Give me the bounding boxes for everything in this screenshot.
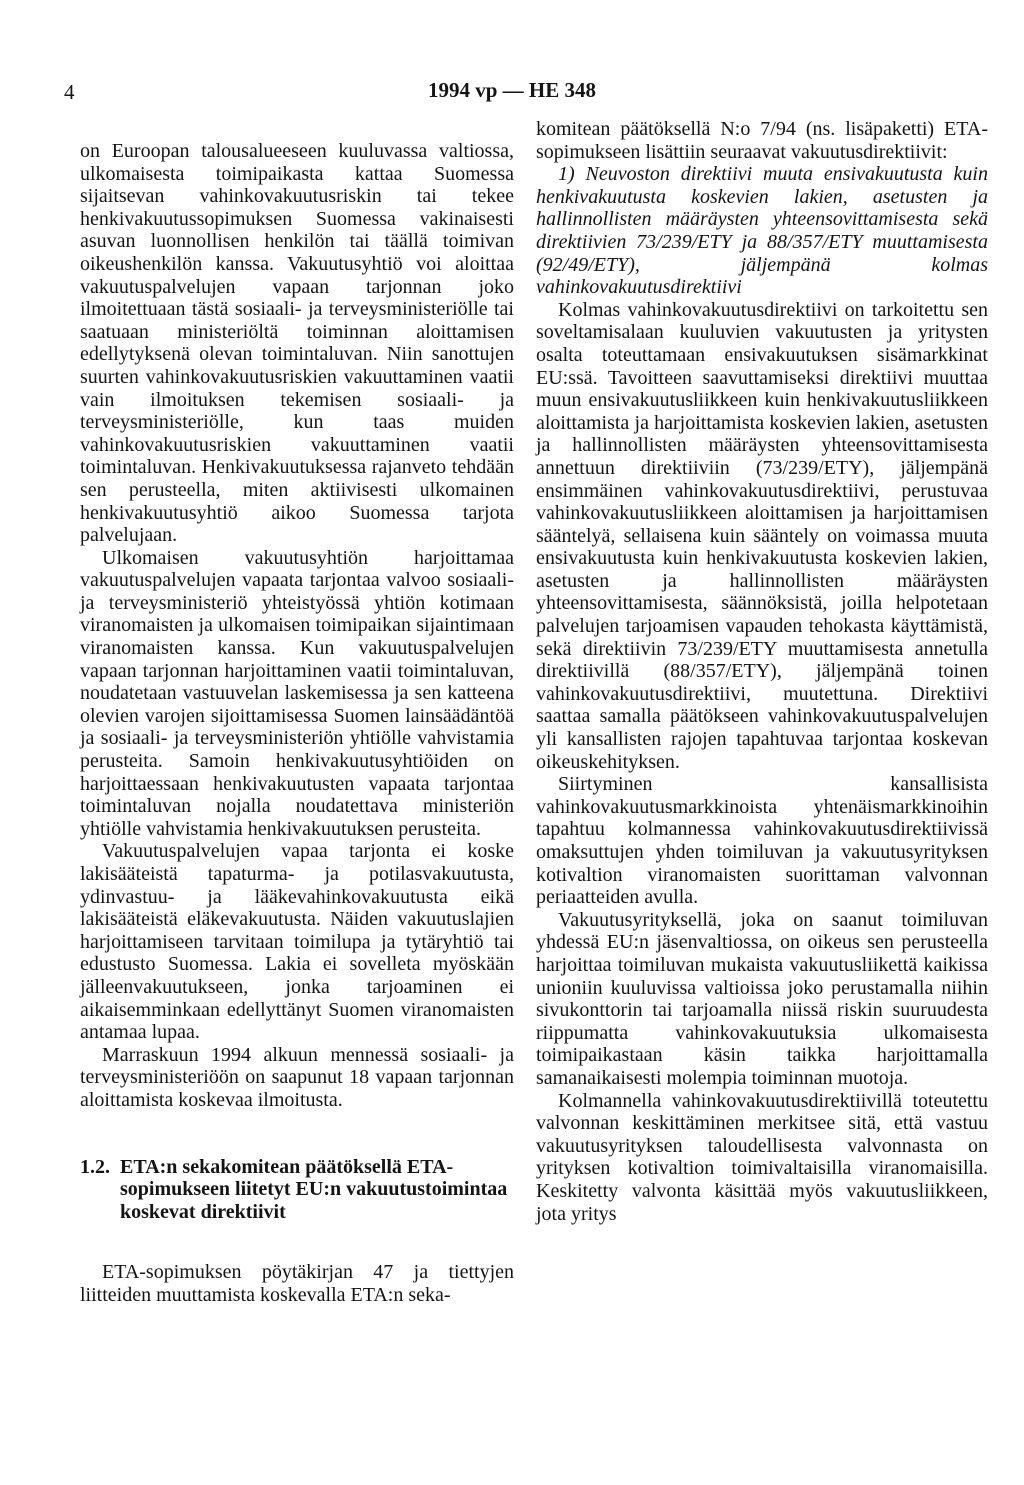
left-column xyxy=(80,140,514,1307)
section-number: 1.2. xyxy=(80,1155,110,1178)
paragraph: Vakuutuspalvelujen vapaa tarjonta ei koske lakisääteistä tapaturma- ja potilasvakuutusta, ydinvastuu- ja lääkevahinkovakuutusta eikä lakisääteistä eläkevakuutusta. Näiden vakuutuslajien harjoittamiseen tarvitaan toimilupa ja tytäryhtiö tai edustusto Suomessa. Lakia ei sovelleta myöskään jälleenvakuutukseen, jonka tarjoaminen ei aikaisemminkaan edellyttänyt Suomen viranomaisten antamaa lupaa. xyxy=(80,840,514,1044)
paragraph: Siirtyminen kansallisista vahinkovakuutusmarkkinoista yhtenäismarkkinoihin tapahtuu kolmannessa vahinkovakuutusdirektiivissä omaksuttujen yhden toimiluvan ja vakuutusyrityksen kotivaltion viranomaisten suorittaman valvonnan periaatteiden avulla. xyxy=(536,773,988,909)
paragraph: Ulkomaisen vakuutusyhtiön harjoittamaa vakuutuspalvelujen vapaata tarjontaa valvoo sosiaali- ja terveysministeriö yhteistyössä yhtiön kotimaan viranomaisten ja ulkomaisen toimipaikan sijaintimaan viranomaisten kanssa. Kun vakuutuspalvelujen vapaan tarjonnan harjoittaminen vaatii toimintaluvan, noudatetaan vastuuvelan laskemisessa ja sen katteena olevien varojen sijoittamisessa Suomen lainsäädäntöä ja sosiaali- ja terveysministeriön yhtiölle vahvistamia perusteita. Samoin henkivakuutusyhtiöiden on harjoittaessaan henkivakuutusten vapaata tarjontaa toimintaluvan nojalla noudatettava ministeriön yhtiölle vahvistamia henkivakuutuksen perusteita. xyxy=(80,546,514,840)
paragraph: Kolmannella vahinkovakuutusdirektiivillä toteutettu valvonnan keskittäminen merkitsee sitä, että vastuu vakuutusyrityksen taloudellisesta valvonnasta on yrityksen kotivaltion toimivaltaisilla viranomaisilla. Keskitetty valvonta käsittää myös vakuutusliikkeen, jota yritys xyxy=(536,1089,988,1225)
paragraph: komitean päätöksellä N:o 7/94 (ns. lisäpaketti) ETA-sopimukseen lisättiin seuraavat vakuutusdirektiivit: xyxy=(536,118,988,163)
section-heading xyxy=(80,1156,514,1224)
directive-item: 1) Neuvoston direktiivi muuta ensivakuutusta kuin henkivakuutusta koskevien lakien, asetusten ja hallinnollisten määräysten yhteensovittamisesta sekä direktiivien 73/239/ETY ja 88/357/ETY muuttamisesta (92/49/ETY), jäljempänä kolmas vahinkovakuutusdirektiivi xyxy=(536,163,988,299)
page-header-title: 1994 vp — HE 348 xyxy=(427,78,597,102)
paragraph: ETA-sopimuksen pöytäkirjan 47 ja tiettyjen liitteiden muuttamista koskevalla ETA:n seka- xyxy=(80,1261,514,1306)
page-number: 4 xyxy=(64,80,75,104)
paragraph: Kolmas vahinkovakuutusdirektiivi on tarkoitettu sen soveltamisalaan kuuluvien vakuutusten ja yritysten osalta toteuttamaan ensivakuutuksen sisämarkkinat EU:ssä. Tavoitteen saavuttamiseksi direktiivi muuttaa muun ensivakuutusliikkeen kuin henkivakuutusliikkeen aloittamista ja harjoittamista koskevien lakien, asetusten ja hallinnollisten määräysten yhteensovittamisesta annettuun direktiiviin (73/239/ETY), jäljempänä ensimmäinen vahinkovakuutusdirektiivi, perustuvaa vahinkovakuutusliikkeen aloittamisen ja harjoittamisen sääntelyä, sellaisena kuin sääntely on voimassa muuta ensivakuutusta kuin henkivakuutusta koskevien lakien, asetusten ja hallinnollisten määräysten yhteensovittamisesta, säännöksistä, joilla helpotetaan palvelujen tarjoamisen vapauden tehokasta käyttämistä, sekä direktiivin 73/239/ETY muuttamisesta annetulla direktiivillä (88/357/ETY), jäljempänä toinen vahinkovakuutusdirektiivi, muutettuna. Direktiivi saattaa samalla päätökseen vahinkovakuutuspalvelujen yli kansallisten rajojen tapahtuvaa tarjontaa koskevan oikeuskehityksen. xyxy=(536,298,988,773)
paragraph: Marraskuun 1994 alkuun mennessä sosiaali- ja terveysministeriöön on saapunut 18 vapaan tarjonnan aloittamista koskevaa ilmoitusta. xyxy=(80,1043,514,1111)
section-title: ETA:n sekakomitean päätöksellä ETA-sopimukseen liitetyt EU:n vakuutustoimintaa koskevat direktiivit xyxy=(120,1155,508,1223)
paragraph: Vakuutusyrityksellä, joka on saanut toimiluvan yhdessä EU:n jäsenvaltiossa, on oikeus sen perusteella harjoittaa toimiluvan mukaista vakuutusliikettä kaikissa unioniin kuuluvissa valtioissa joko perustamalla niihin sivukonttorin tai tarjoamalla niissä riskin suuruudesta riippumatta vahinkovakuutuksia ulkomaisesta toimipaikastaan käsin taikka harjoittamalla samanaikaisesti molempia toiminnan muotoja. xyxy=(536,908,988,1089)
paragraph: on Euroopan talousalueeseen kuuluvassa valtiossa, ulkomaisesta toimipaikasta kattaa Suomessa sijaitsevan vahinkovakuutusriskin tai tekee henkivakuutussopimuksen Suomessa vakinaisesti asuvan luonnollisen henkilön tai täällä toimivan oikeushenkilön kanssa. Vakuutusyhtiö voi aloittaa vakuutuspalvelujen vapaan tarjonnan joko ilmoitettuaan tästä sosiaali- ja terveysministeriölle tai saatuaan ministeriöltä toiminnan aloittamisen edellytyksenä olevan toimintaluvan. Niin sanottujen suurten vahinkovakuutusriskien vakuuttaminen vaatii vain ilmoituksen tekemisen sosiaali- ja terveysministeriölle, kun taas muiden vahinkovakuutusriskien vakuuttaminen vaatii toimintaluvan. Henkivakuutuksessa rajanveto tehdään sen perusteella, miten aktiivisesti ulkomainen henkivakuutusyhtiö aikoo Suomessa tarjota palvelujaan. xyxy=(80,140,514,547)
right-column xyxy=(536,118,988,1225)
